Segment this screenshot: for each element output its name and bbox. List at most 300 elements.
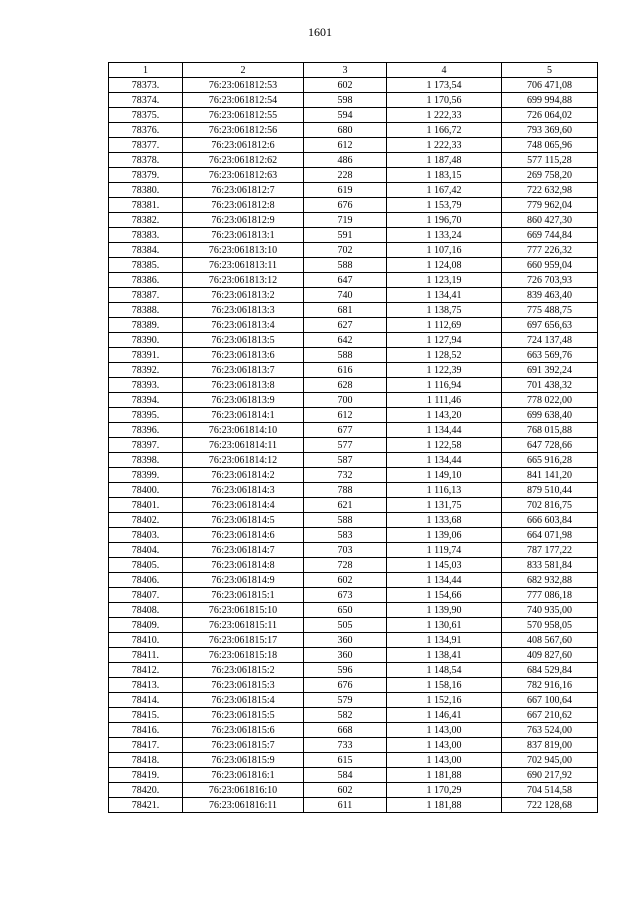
value-cell: 704 514,58: [502, 783, 598, 798]
value-cell: 269 758,20: [502, 168, 598, 183]
cadastral-number-cell: 76:23:061814:5: [183, 513, 304, 528]
cadastral-number-cell: 76:23:061813:11: [183, 258, 304, 273]
rate-cell: 1 122,39: [387, 363, 502, 378]
area-cell: 740: [304, 288, 387, 303]
area-cell: 702: [304, 243, 387, 258]
rate-cell: 1 134,41: [387, 288, 502, 303]
row-number-cell: 78388.: [109, 303, 183, 318]
value-cell: 706 471,08: [502, 78, 598, 93]
value-cell: 839 463,40: [502, 288, 598, 303]
row-number-cell: 78390.: [109, 333, 183, 348]
row-number-cell: 78393.: [109, 378, 183, 393]
rate-cell: 1 173,54: [387, 78, 502, 93]
row-number-cell: 78420.: [109, 783, 183, 798]
column-header: 1: [109, 63, 183, 78]
rate-cell: 1 143,00: [387, 723, 502, 738]
value-cell: 669 744,84: [502, 228, 598, 243]
row-number-cell: 78416.: [109, 723, 183, 738]
cadastral-number-cell: 76:23:061812:63: [183, 168, 304, 183]
cadastral-number-cell: 76:23:061814:12: [183, 453, 304, 468]
rate-cell: 1 112,69: [387, 318, 502, 333]
value-cell: 697 656,63: [502, 318, 598, 333]
area-cell: 602: [304, 783, 387, 798]
table-row: [109, 198, 598, 213]
area-cell: 582: [304, 708, 387, 723]
value-cell: 684 529,84: [502, 663, 598, 678]
rate-cell: 1 166,72: [387, 123, 502, 138]
cadastral-number-cell: 76:23:061812:54: [183, 93, 304, 108]
row-number-cell: 78394.: [109, 393, 183, 408]
row-number-cell: 78378.: [109, 153, 183, 168]
area-cell: 619: [304, 183, 387, 198]
area-cell: 676: [304, 198, 387, 213]
area-cell: 611: [304, 798, 387, 813]
rate-cell: 1 133,24: [387, 228, 502, 243]
value-cell: 726 064,02: [502, 108, 598, 123]
area-cell: 700: [304, 393, 387, 408]
rate-cell: 1 111,46: [387, 393, 502, 408]
value-cell: 702 945,00: [502, 753, 598, 768]
cadastral-number-cell: 76:23:061812:53: [183, 78, 304, 93]
row-number-cell: 78409.: [109, 618, 183, 633]
value-cell: 748 065,96: [502, 138, 598, 153]
cadastral-number-cell: 76:23:061814:3: [183, 483, 304, 498]
table-row: [109, 363, 598, 378]
row-number-cell: 78386.: [109, 273, 183, 288]
cadastral-number-cell: 76:23:061815:1: [183, 588, 304, 603]
rate-cell: 1 154,66: [387, 588, 502, 603]
table-row: [109, 708, 598, 723]
table-row: [109, 588, 598, 603]
area-cell: 642: [304, 333, 387, 348]
area-cell: 733: [304, 738, 387, 753]
row-number-cell: 78374.: [109, 93, 183, 108]
area-cell: 647: [304, 273, 387, 288]
rate-cell: 1 138,41: [387, 648, 502, 663]
row-number-cell: 78418.: [109, 753, 183, 768]
value-cell: 841 141,20: [502, 468, 598, 483]
column-header: 5: [502, 63, 598, 78]
rate-cell: 1 134,91: [387, 633, 502, 648]
rate-cell: 1 187,48: [387, 153, 502, 168]
cadastral-number-cell: 76:23:061813:7: [183, 363, 304, 378]
value-cell: 787 177,22: [502, 543, 598, 558]
row-number-cell: 78415.: [109, 708, 183, 723]
area-cell: 650: [304, 603, 387, 618]
cadastral-number-cell: 76:23:061812:8: [183, 198, 304, 213]
area-cell: 627: [304, 318, 387, 333]
area-cell: 505: [304, 618, 387, 633]
table-row: [109, 528, 598, 543]
row-number-cell: 78406.: [109, 573, 183, 588]
value-cell: 664 071,98: [502, 528, 598, 543]
cadastral-number-cell: 76:23:061812:6: [183, 138, 304, 153]
row-number-cell: 78376.: [109, 123, 183, 138]
rate-cell: 1 222,33: [387, 138, 502, 153]
row-number-cell: 78410.: [109, 633, 183, 648]
value-cell: 665 916,28: [502, 453, 598, 468]
area-cell: 583: [304, 528, 387, 543]
rate-cell: 1 149,10: [387, 468, 502, 483]
table-row: [109, 318, 598, 333]
area-cell: 728: [304, 558, 387, 573]
table-row: [109, 438, 598, 453]
rate-cell: 1 158,16: [387, 678, 502, 693]
table-row: [109, 93, 598, 108]
table-row: [109, 798, 598, 813]
column-header: 3: [304, 63, 387, 78]
column-header: 2: [183, 63, 304, 78]
value-cell: 722 632,98: [502, 183, 598, 198]
rate-cell: 1 143,00: [387, 738, 502, 753]
cadastral-number-cell: 76:23:061812:55: [183, 108, 304, 123]
value-cell: 409 827,60: [502, 648, 598, 663]
table-row: [109, 738, 598, 753]
cadastral-number-cell: 76:23:061816:10: [183, 783, 304, 798]
value-cell: 699 994,88: [502, 93, 598, 108]
value-cell: 726 703,93: [502, 273, 598, 288]
rate-cell: 1 148,54: [387, 663, 502, 678]
page-number: 1601: [308, 25, 332, 39]
area-cell: 591: [304, 228, 387, 243]
row-number-cell: 78391.: [109, 348, 183, 363]
cadastral-number-cell: 76:23:061815:6: [183, 723, 304, 738]
row-number-cell: 78385.: [109, 258, 183, 273]
table-row: [109, 393, 598, 408]
area-cell: 596: [304, 663, 387, 678]
row-number-cell: 78375.: [109, 108, 183, 123]
table-row: [109, 468, 598, 483]
row-number-cell: 78379.: [109, 168, 183, 183]
area-cell: 612: [304, 408, 387, 423]
cadastral-number-cell: 76:23:061816:1: [183, 768, 304, 783]
area-cell: 668: [304, 723, 387, 738]
table-row: [109, 648, 598, 663]
row-number-cell: 78396.: [109, 423, 183, 438]
table-row: [109, 138, 598, 153]
area-cell: 719: [304, 213, 387, 228]
rate-cell: 1 116,13: [387, 483, 502, 498]
area-cell: 616: [304, 363, 387, 378]
table-row: [109, 753, 598, 768]
value-cell: 768 015,88: [502, 423, 598, 438]
cadastral-number-cell: 76:23:061812:56: [183, 123, 304, 138]
table-row: [109, 153, 598, 168]
value-cell: 777 226,32: [502, 243, 598, 258]
table-row: [109, 768, 598, 783]
cadastral-number-cell: 76:23:061816:11: [183, 798, 304, 813]
area-cell: 588: [304, 258, 387, 273]
cadastral-number-cell: 76:23:061814:9: [183, 573, 304, 588]
value-cell: 691 392,24: [502, 363, 598, 378]
row-number-cell: 78413.: [109, 678, 183, 693]
cadastral-number-cell: 76:23:061815:5: [183, 708, 304, 723]
value-cell: 763 524,00: [502, 723, 598, 738]
table-row: [109, 273, 598, 288]
table-row: [109, 78, 598, 93]
value-cell: 779 962,04: [502, 198, 598, 213]
table-row: [109, 243, 598, 258]
table-row: [109, 513, 598, 528]
value-cell: 647 728,66: [502, 438, 598, 453]
cadastral-number-cell: 76:23:061814:4: [183, 498, 304, 513]
value-cell: 740 935,00: [502, 603, 598, 618]
value-cell: 690 217,92: [502, 768, 598, 783]
table-row: [109, 213, 598, 228]
value-cell: 793 369,60: [502, 123, 598, 138]
area-cell: 788: [304, 483, 387, 498]
area-cell: 628: [304, 378, 387, 393]
table-row: [109, 453, 598, 468]
cadastral-number-cell: 76:23:061814:11: [183, 438, 304, 453]
rate-cell: 1 143,20: [387, 408, 502, 423]
cadastral-number-cell: 76:23:061813:2: [183, 288, 304, 303]
value-cell: 722 128,68: [502, 798, 598, 813]
cadastral-number-cell: 76:23:061815:7: [183, 738, 304, 753]
area-cell: 577: [304, 438, 387, 453]
cadastral-number-cell: 76:23:061815:10: [183, 603, 304, 618]
row-number-cell: 78380.: [109, 183, 183, 198]
area-cell: 732: [304, 468, 387, 483]
value-cell: 666 603,84: [502, 513, 598, 528]
table-row: [109, 123, 598, 138]
row-number-cell: 78382.: [109, 213, 183, 228]
rate-cell: 1 122,58: [387, 438, 502, 453]
value-cell: 408 567,60: [502, 633, 598, 648]
value-cell: 701 438,32: [502, 378, 598, 393]
row-number-cell: 78421.: [109, 798, 183, 813]
cadastral-number-cell: 76:23:061813:1: [183, 228, 304, 243]
value-cell: 702 816,75: [502, 498, 598, 513]
row-number-cell: 78381.: [109, 198, 183, 213]
row-number-cell: 78403.: [109, 528, 183, 543]
area-cell: 588: [304, 348, 387, 363]
rate-cell: 1 131,75: [387, 498, 502, 513]
table-row: [109, 543, 598, 558]
table-row: [109, 348, 598, 363]
rate-cell: 1 183,15: [387, 168, 502, 183]
value-cell: 667 210,62: [502, 708, 598, 723]
table-row: [109, 693, 598, 708]
table-row: [109, 783, 598, 798]
cadastral-number-cell: 76:23:061813:6: [183, 348, 304, 363]
row-number-cell: 78384.: [109, 243, 183, 258]
row-number-cell: 78401.: [109, 498, 183, 513]
value-cell: 663 569,76: [502, 348, 598, 363]
cadastral-number-cell: 76:23:061813:10: [183, 243, 304, 258]
rate-cell: 1 134,44: [387, 573, 502, 588]
cadastral-number-cell: 76:23:061815:2: [183, 663, 304, 678]
value-cell: 724 137,48: [502, 333, 598, 348]
area-cell: 676: [304, 678, 387, 693]
rate-cell: 1 134,44: [387, 453, 502, 468]
cadastral-number-cell: 76:23:061814:1: [183, 408, 304, 423]
value-cell: 570 958,05: [502, 618, 598, 633]
table-row: [109, 618, 598, 633]
rate-cell: 1 181,88: [387, 768, 502, 783]
area-cell: 360: [304, 648, 387, 663]
rate-cell: 1 139,06: [387, 528, 502, 543]
cadastral-number-cell: 76:23:061813:8: [183, 378, 304, 393]
value-cell: 577 115,28: [502, 153, 598, 168]
table-body: [109, 78, 598, 813]
row-number-cell: 78395.: [109, 408, 183, 423]
value-cell: 660 959,04: [502, 258, 598, 273]
rate-cell: 1 181,88: [387, 798, 502, 813]
table-row: [109, 498, 598, 513]
row-number-cell: 78397.: [109, 438, 183, 453]
area-cell: 703: [304, 543, 387, 558]
area-cell: 681: [304, 303, 387, 318]
column-header: 4: [387, 63, 502, 78]
rate-cell: 1 167,42: [387, 183, 502, 198]
value-cell: 833 581,84: [502, 558, 598, 573]
cadastral-number-cell: 76:23:061812:62: [183, 153, 304, 168]
cadastral-number-cell: 76:23:061813:12: [183, 273, 304, 288]
table-row: [109, 408, 598, 423]
area-cell: 228: [304, 168, 387, 183]
rate-cell: 1 196,70: [387, 213, 502, 228]
row-number-cell: 78383.: [109, 228, 183, 243]
cadastral-number-cell: 76:23:061815:11: [183, 618, 304, 633]
table-row: [109, 663, 598, 678]
rate-cell: 1 128,52: [387, 348, 502, 363]
cadastral-number-cell: 76:23:061812:7: [183, 183, 304, 198]
rate-cell: 1 143,00: [387, 753, 502, 768]
row-number-cell: 78392.: [109, 363, 183, 378]
row-number-cell: 78419.: [109, 768, 183, 783]
rate-cell: 1 130,61: [387, 618, 502, 633]
cadastral-number-cell: 76:23:061813:5: [183, 333, 304, 348]
row-number-cell: 78387.: [109, 288, 183, 303]
cadastral-number-cell: 76:23:061814:6: [183, 528, 304, 543]
table-row: [109, 723, 598, 738]
rate-cell: 1 119,74: [387, 543, 502, 558]
cadastral-number-cell: 76:23:061814:2: [183, 468, 304, 483]
cadastral-number-cell: 76:23:061815:17: [183, 633, 304, 648]
area-cell: 621: [304, 498, 387, 513]
row-number-cell: 78407.: [109, 588, 183, 603]
table-row: [109, 108, 598, 123]
table-row: [109, 633, 598, 648]
area-cell: 587: [304, 453, 387, 468]
row-number-cell: 78377.: [109, 138, 183, 153]
row-number-cell: 78414.: [109, 693, 183, 708]
area-cell: 602: [304, 573, 387, 588]
value-cell: 775 488,75: [502, 303, 598, 318]
area-cell: 673: [304, 588, 387, 603]
table-row: [109, 228, 598, 243]
area-cell: 680: [304, 123, 387, 138]
cadastral-number-cell: 76:23:061815:3: [183, 678, 304, 693]
table-row: [109, 573, 598, 588]
rate-cell: 1 116,94: [387, 378, 502, 393]
rate-cell: 1 123,19: [387, 273, 502, 288]
area-cell: 360: [304, 633, 387, 648]
rate-cell: 1 127,94: [387, 333, 502, 348]
value-cell: 699 638,40: [502, 408, 598, 423]
row-number-cell: 78373.: [109, 78, 183, 93]
rate-cell: 1 152,16: [387, 693, 502, 708]
cadastral-number-cell: 76:23:061815:18: [183, 648, 304, 663]
value-cell: 667 100,64: [502, 693, 598, 708]
area-cell: 579: [304, 693, 387, 708]
value-cell: 777 086,18: [502, 588, 598, 603]
value-cell: 682 932,88: [502, 573, 598, 588]
rate-cell: 1 107,16: [387, 243, 502, 258]
value-cell: 782 916,16: [502, 678, 598, 693]
row-number-cell: 78417.: [109, 738, 183, 753]
cadastral-number-cell: 76:23:061813:3: [183, 303, 304, 318]
rate-cell: 1 139,90: [387, 603, 502, 618]
table-row: [109, 258, 598, 273]
area-cell: 584: [304, 768, 387, 783]
row-number-cell: 78402.: [109, 513, 183, 528]
area-cell: 602: [304, 78, 387, 93]
row-number-cell: 78398.: [109, 453, 183, 468]
area-cell: 615: [304, 753, 387, 768]
row-number-cell: 78412.: [109, 663, 183, 678]
table-row: [109, 288, 598, 303]
cadastral-number-cell: 76:23:061814:8: [183, 558, 304, 573]
table-row: [109, 423, 598, 438]
table-row: [109, 303, 598, 318]
rate-cell: 1 146,41: [387, 708, 502, 723]
table-row: [109, 678, 598, 693]
value-cell: 860 427,30: [502, 213, 598, 228]
table-row: [109, 378, 598, 393]
row-number-cell: 78408.: [109, 603, 183, 618]
rate-cell: 1 145,03: [387, 558, 502, 573]
table-row: [109, 483, 598, 498]
data-table: [108, 62, 598, 813]
value-cell: 778 022,00: [502, 393, 598, 408]
area-cell: 598: [304, 93, 387, 108]
area-cell: 588: [304, 513, 387, 528]
value-cell: 879 510,44: [502, 483, 598, 498]
area-cell: 612: [304, 138, 387, 153]
rate-cell: 1 222,33: [387, 108, 502, 123]
cadastral-number-cell: 76:23:061813:4: [183, 318, 304, 333]
table-row: [109, 333, 598, 348]
row-number-cell: 78389.: [109, 318, 183, 333]
row-number-cell: 78400.: [109, 483, 183, 498]
cadastral-number-cell: 76:23:061815:9: [183, 753, 304, 768]
rate-cell: 1 134,44: [387, 423, 502, 438]
rate-cell: 1 138,75: [387, 303, 502, 318]
rate-cell: 1 124,08: [387, 258, 502, 273]
rate-cell: 1 153,79: [387, 198, 502, 213]
area-cell: 594: [304, 108, 387, 123]
cadastral-number-cell: 76:23:061815:4: [183, 693, 304, 708]
cadastral-number-cell: 76:23:061812:9: [183, 213, 304, 228]
table-row: [109, 558, 598, 573]
row-number-cell: 78404.: [109, 543, 183, 558]
table-row: [109, 183, 598, 198]
cadastral-number-cell: 76:23:061814:10: [183, 423, 304, 438]
value-cell: 837 819,00: [502, 738, 598, 753]
area-cell: 677: [304, 423, 387, 438]
row-number-cell: 78399.: [109, 468, 183, 483]
area-cell: 486: [304, 153, 387, 168]
cadastral-number-cell: 76:23:061814:7: [183, 543, 304, 558]
row-number-cell: 78411.: [109, 648, 183, 663]
rate-cell: 1 170,29: [387, 783, 502, 798]
table-row: [109, 168, 598, 183]
rate-cell: 1 170,56: [387, 93, 502, 108]
rate-cell: 1 133,68: [387, 513, 502, 528]
row-number-cell: 78405.: [109, 558, 183, 573]
